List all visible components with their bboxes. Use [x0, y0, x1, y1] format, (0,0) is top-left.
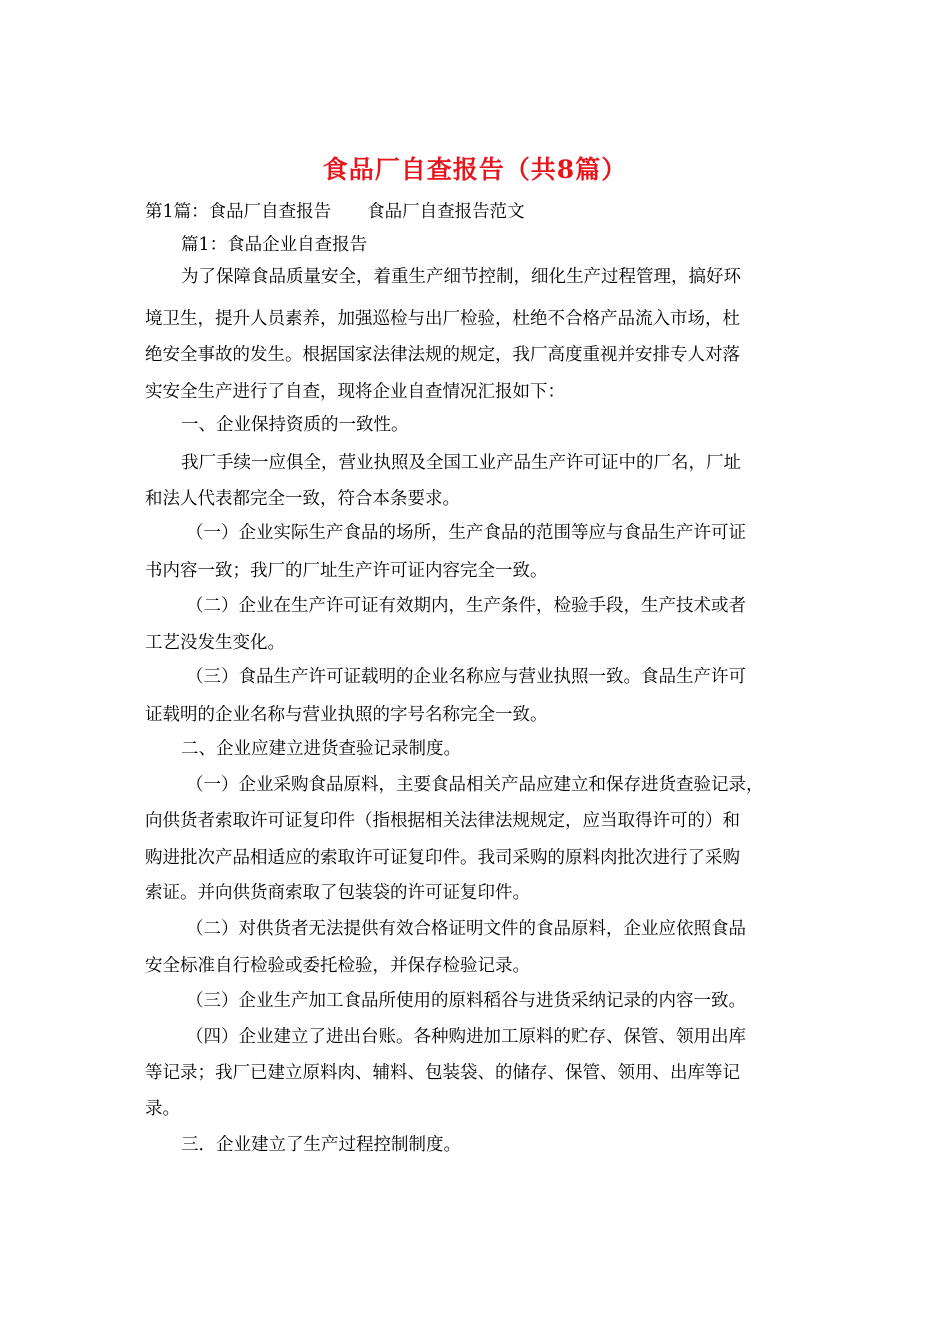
paragraph-line: 录。	[145, 1099, 180, 1119]
paragraph-line: 购进批次产品相适应的索取许可证复印件。我司采购的原料肉批次进行了采购	[145, 848, 740, 868]
document-title: 食品厂自查报告（共8篇）	[322, 155, 628, 184]
paragraph-line: （二）企业在生产许可证有效期内，生产条件，检验手段，生产技术或者	[186, 596, 746, 616]
paragraph-line: 向供货者索取许可证复印件（指根据相关法律法规规定，应当取得许可的）和	[145, 811, 740, 831]
paragraph-line: 和法人代表都完全一致，符合本条要求。	[145, 489, 460, 509]
paragraph-line: （三）企业生产加工食品所使用的原料稻谷与进货采纳记录的内容一致。	[186, 991, 746, 1011]
paragraph-line: 为了保障食品质量安全，着重生产细节控制，细化生产过程管理，搞好环	[181, 267, 741, 287]
header-part-1: 第1篇：食品厂自查报告	[145, 202, 332, 222]
paragraph-line: 书内容一致；我厂的厂址生产许可证内容完全一致。	[145, 561, 548, 581]
paragraph-line: 工艺没发生变化。	[145, 633, 285, 653]
paragraph-line: 我厂手续一应俱全，营业执照及全国工业产品生产许可证中的厂名，厂址	[181, 453, 741, 473]
section-heading: 篇1：食品企业自查报告	[181, 235, 368, 255]
paragraph-line: 等记录；我厂已建立原料肉、辅料、包装袋、的储存、保管、领用、出库等记	[145, 1063, 740, 1083]
paragraph-line: （三）食品生产许可证载明的企业名称应与营业执照一致。食品生产许可	[186, 667, 746, 687]
paragraph-line: 境卫生，提升人员素养，加强巡检与出厂检验，杜绝不合格产品流入市场，杜	[145, 309, 740, 329]
section-heading: 三．企业建立了生产过程控制制度。	[181, 1135, 461, 1155]
paragraph-line: （四）企业建立了进出台账。各种购进加工原料的贮存、保管、领用出库	[186, 1027, 746, 1047]
paragraph-line: （一）企业实际生产食品的场所，生产食品的范围等应与食品生产许可证	[186, 523, 746, 543]
paragraph-line: （一）企业采购食品原料，主要食品相关产品应建立和保存进货查验记录，	[186, 775, 764, 795]
section-heading: 一、企业保持资质的一致性。	[181, 415, 409, 435]
section-heading: 二、企业应建立进货查验记录制度。	[181, 739, 461, 759]
paragraph-line: 证载明的企业名称与营业执照的字号名称完全一致。	[145, 705, 548, 725]
paragraph-line: 索证。并向供货商索取了包装袋的许可证复印件。	[145, 883, 530, 903]
paragraph-line: 绝安全事故的发生。根据国家法律法规的规定，我厂高度重视并安排专人对落	[145, 345, 740, 365]
paragraph-line: （二）对供货者无法提供有效合格证明文件的食品原料，企业应依照食品	[186, 919, 746, 939]
paragraph-line: 实安全生产进行了自查，现将企业自查情况汇报如下：	[145, 382, 565, 402]
header-part-2: 食品厂自查报告范文	[367, 202, 525, 222]
document-header-line	[145, 201, 805, 223]
paragraph-line: 安全标准自行检验或委托检验，并保存检验记录。	[145, 956, 530, 976]
